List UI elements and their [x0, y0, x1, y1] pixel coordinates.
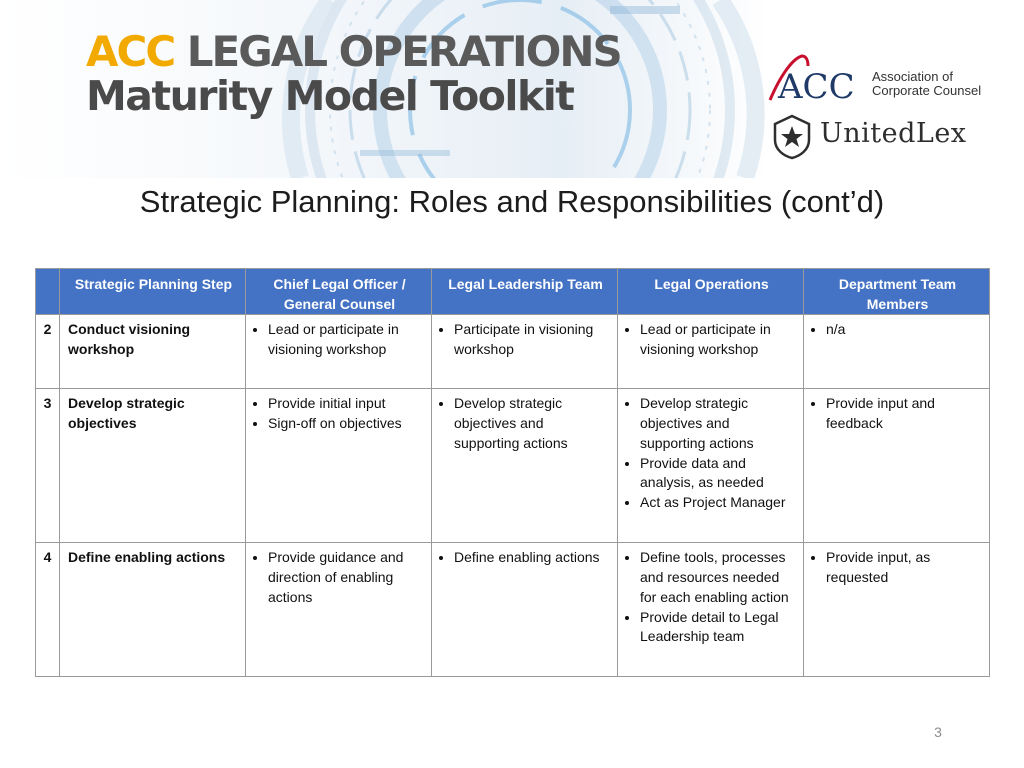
acc-association-logo	[768, 52, 988, 104]
row-number: 3	[36, 389, 60, 543]
column-header-step: Strategic Planning Step	[60, 269, 246, 315]
cell-team-members	[804, 315, 990, 389]
table-row	[36, 389, 990, 543]
list-item: • Provide detail to Legal Leadership team	[640, 608, 797, 647]
list-item: • Act as Project Manager	[640, 493, 797, 513]
unitedlex-wordmark: UnitedLex	[820, 118, 967, 149]
page-number: 3	[934, 724, 942, 740]
unitedlex-shield-star-icon	[772, 114, 812, 160]
column-header-team-members: Department Team Members	[804, 269, 990, 315]
row-step: Develop strategic objectives	[60, 389, 246, 543]
list-item: • Lead or participate in visioning workshop	[640, 320, 797, 359]
cell-team-members	[804, 389, 990, 543]
table-row	[36, 315, 990, 389]
column-header-leadership: Legal Leadership Team	[432, 269, 618, 315]
list-item: • Provide input, as requested	[826, 548, 983, 587]
roles-responsibilities-table	[35, 268, 990, 677]
cell-leadership	[432, 389, 618, 543]
list-item: • Provide initial input	[268, 394, 425, 414]
cell-legal-ops	[618, 389, 804, 543]
toolkit-brand-logo	[86, 27, 621, 120]
list-item: • Develop strategic objectives and supporting actions	[640, 394, 797, 453]
cell-clo	[246, 543, 432, 677]
cell-team-members	[804, 543, 990, 677]
list-item: • Participate in visioning workshop	[454, 320, 611, 359]
column-header-legal-ops: Legal Operations	[618, 269, 804, 315]
cell-leadership	[432, 315, 618, 389]
cell-legal-ops	[618, 543, 804, 677]
list-item: • Provide guidance and direction of enabling actions	[268, 548, 425, 607]
list-item: • Define enabling actions	[454, 548, 611, 568]
acc-swoosh-logo-icon	[768, 52, 864, 104]
list-item: • n/a	[826, 320, 983, 340]
brand-toolkit-text: Maturity Model Toolkit	[86, 72, 574, 120]
row-step: Define enabling actions	[60, 543, 246, 677]
cell-leadership	[432, 543, 618, 677]
row-number: 2	[36, 315, 60, 389]
list-item: • Develop strategic objectives and supporting actions	[454, 394, 611, 453]
acc-logo-letters: ACC	[778, 67, 855, 104]
list-item: • Provide data and analysis, as needed	[640, 454, 797, 493]
brand-legal-ops-text: LEGAL OPERATIONS	[186, 27, 621, 76]
acc-logo-line2: Corporate Counsel	[872, 83, 982, 98]
cell-legal-ops	[618, 315, 804, 389]
table-row	[36, 543, 990, 677]
list-item: • Lead or participate in visioning workshop	[268, 320, 425, 359]
row-step: Conduct visioning workshop	[60, 315, 246, 389]
table-header-row	[36, 269, 990, 315]
list-item: • Provide input and feedback	[826, 394, 983, 433]
row-number: 4	[36, 543, 60, 677]
list-item: • Define tools, processes and resources needed for each enabling action	[640, 548, 797, 607]
unitedlex-logo	[772, 112, 992, 164]
cell-clo	[246, 315, 432, 389]
brand-acc-text: ACC	[86, 27, 175, 76]
acc-logo-line1: Association of	[872, 69, 953, 84]
column-header-number	[36, 269, 60, 315]
list-item: • Sign-off on objectives	[268, 414, 425, 434]
column-header-clo: Chief Legal Officer / General Counsel	[246, 269, 432, 315]
slide-title: Strategic Planning: Roles and Responsibilities (cont’d)	[139, 184, 885, 219]
cell-clo	[246, 389, 432, 543]
